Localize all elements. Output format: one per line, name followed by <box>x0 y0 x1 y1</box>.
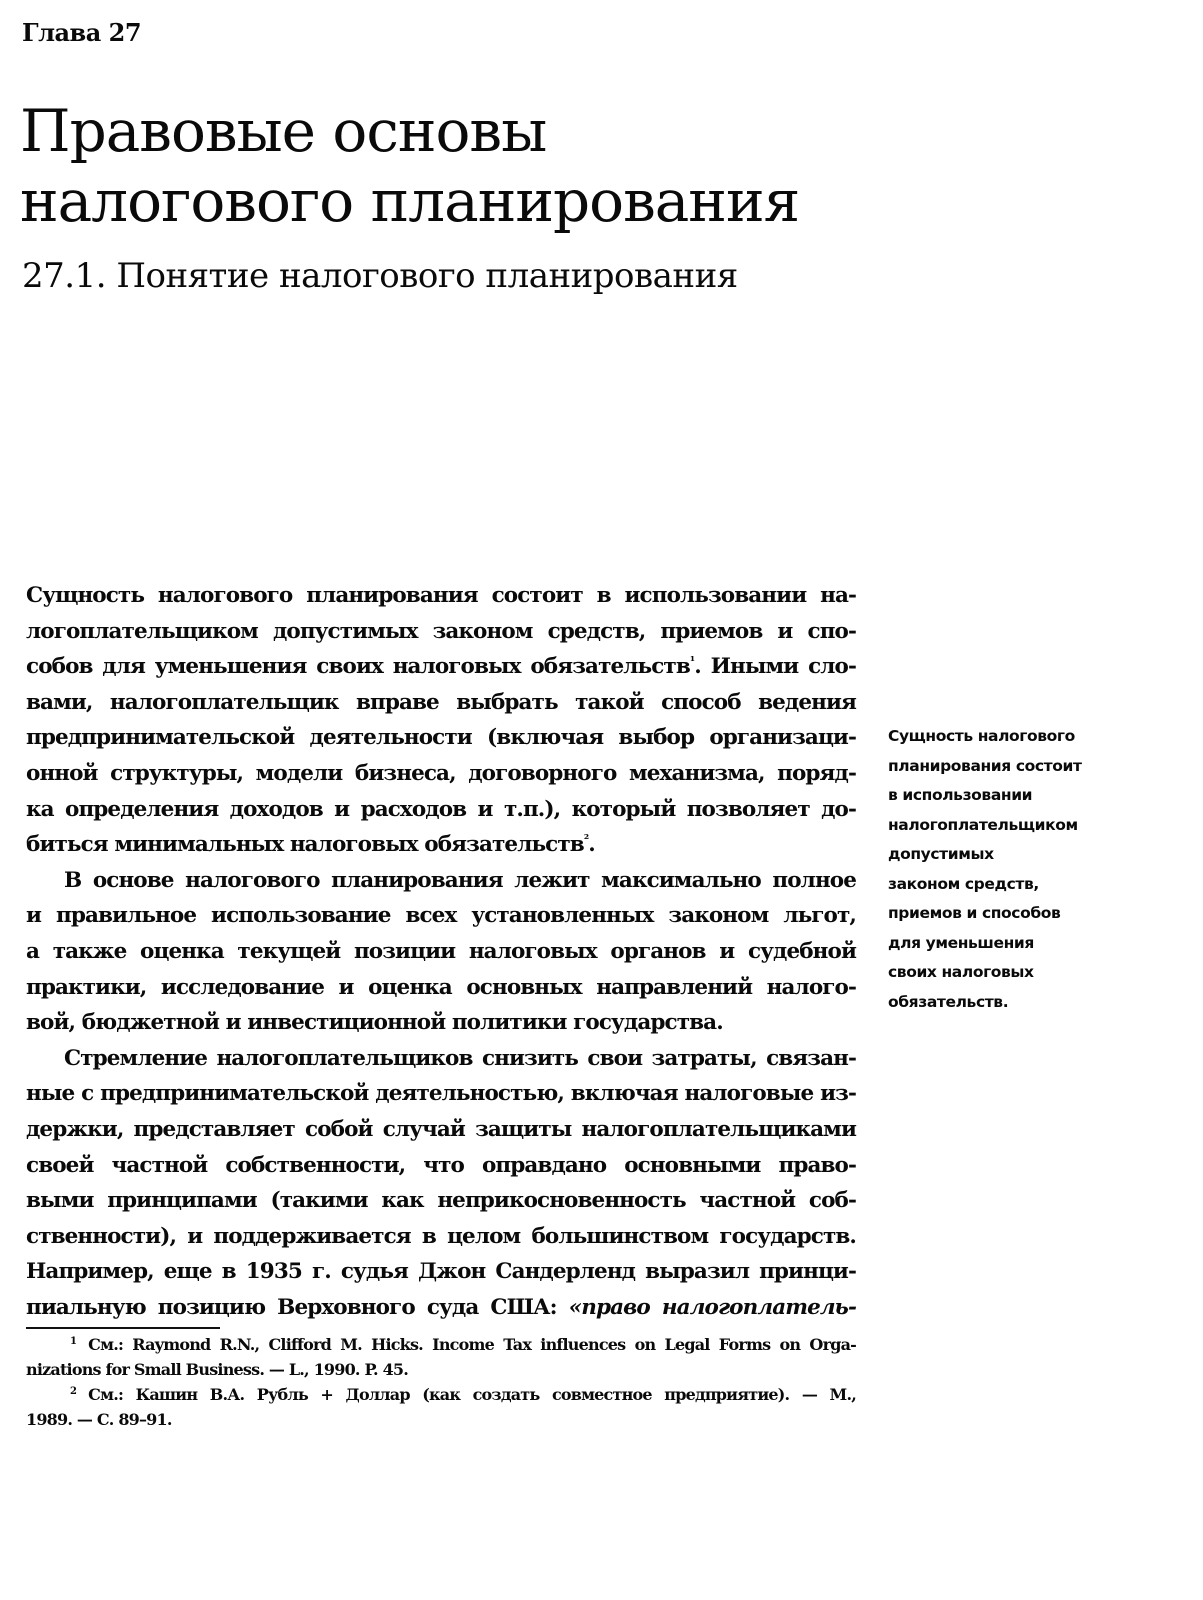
text-line: онной структуры, модели бизнеса, договорного механизма, поряд- <box>26 760 856 786</box>
margin-note-line: в использовании <box>888 786 1033 804</box>
chapter-title-line: налогового планирования <box>20 167 800 235</box>
margin-note-line: Сущность налогового <box>888 727 1075 745</box>
text-line <box>26 827 856 863</box>
text-run: См.: Raymond R.N., Clifford M. Hicks. Income Tax influences on Legal Forms on Orga- <box>88 1335 856 1354</box>
paragraph-3 <box>26 1041 856 1326</box>
margin-note-line: допустимых <box>888 845 994 863</box>
chapter-title <box>20 96 799 236</box>
text-line: ственности), и поддерживается в целом большинством государств. <box>26 1223 856 1249</box>
text-line: вами, налогоплательщик вправе выбрать такой способ ведения <box>26 689 856 715</box>
italic-quote: «право налогоплатель- <box>568 1294 856 1320</box>
paragraph-1 <box>26 578 856 863</box>
paragraph-2 <box>26 863 856 1041</box>
margin-note-line: обязательств. <box>888 992 1009 1011</box>
text-run: биться минимальных налоговых обязательств <box>26 832 584 858</box>
footnote-ref-1[interactable]: ¹ <box>689 654 695 669</box>
text-line: логоплательщиком допустимых законом средств, приемов и спо- <box>26 618 856 644</box>
text-line: предпринимательской деятельности (включая выбор организаци- <box>26 725 856 751</box>
text-line: и правильное использование всех установленных законом льгот, <box>26 903 856 929</box>
margin-note-line: налогоплательщиком <box>888 815 1078 834</box>
footnotes <box>26 1332 856 1432</box>
text-run: . Иными сло- <box>694 654 856 680</box>
footnote-divider <box>26 1327 220 1329</box>
footnote-ref-2[interactable]: ² <box>583 832 589 847</box>
text-run: собов для уменьшения своих налоговых обязательств <box>26 654 690 680</box>
margin-note <box>888 722 1128 1017</box>
text-line <box>26 1290 856 1326</box>
footnote-line: 1989. — С. 89–91. <box>26 1410 172 1429</box>
text-line: вой, бюджетной и инвестиционной политики государства. <box>26 1010 723 1036</box>
chapter-title-line: Правовые основы <box>20 97 547 165</box>
footnote-1 <box>26 1332 856 1382</box>
text-line: своей частной собственности, что оправдано основными право- <box>26 1152 856 1178</box>
text-line: Стремление налогоплательщиков снизить свои затраты, связан- <box>64 1045 856 1071</box>
text-run: См.: Кашин В.А. Рубль + Доллар (как создать совместное предприятие). — М., <box>88 1385 856 1404</box>
margin-note-line: законом средств, <box>888 874 1039 893</box>
text-run: пиальную позицию Верховного суда США: <box>26 1294 569 1320</box>
text-line: В основе налогового планирования лежит максимально полное <box>64 867 856 893</box>
text-line: держки, представляет собой случай защиты налогоплательщиками <box>26 1116 856 1142</box>
footnote-mark: 2 <box>70 1386 77 1397</box>
text-line: Например, еще в 1935 г. судья Джон Сандерленд выразил принци- <box>26 1259 856 1285</box>
margin-note-line: своих налоговых <box>888 963 1034 981</box>
footnote-line: nizations for Small Business. — L., 1990. P. 45. <box>26 1360 409 1379</box>
text-line: Сущность налогового планирования состоит в использовании на- <box>26 583 856 608</box>
section-title: 27.1. Понятие налогового планирования <box>22 256 738 296</box>
text-line <box>26 649 856 685</box>
footnote-line <box>26 1332 856 1357</box>
text-line: практики, исследование и оценка основных направлений налого- <box>26 974 856 1000</box>
text-line: а также оценка текущей позиции налоговых органов и судебной <box>26 938 856 964</box>
text-line: ка определения доходов и расходов и т.п.), который позволяет до- <box>26 796 856 822</box>
margin-note-line: приемов и способов <box>888 904 1061 922</box>
text-line: ные с предпринимательской деятельностью, включая налоговые из- <box>26 1081 856 1107</box>
footnote-2 <box>26 1382 856 1432</box>
text-line: выми принципами (такими как неприкосновенность частной соб- <box>26 1188 856 1214</box>
margin-note-line: планирования состоит <box>888 756 1082 775</box>
chapter-label: Глава 27 <box>22 18 142 47</box>
margin-note-line: для уменьшения <box>888 933 1034 952</box>
footnote-mark: 1 <box>70 1336 77 1347</box>
text-run: . <box>588 832 595 858</box>
footnote-line <box>26 1382 856 1407</box>
body-text <box>26 578 856 1325</box>
